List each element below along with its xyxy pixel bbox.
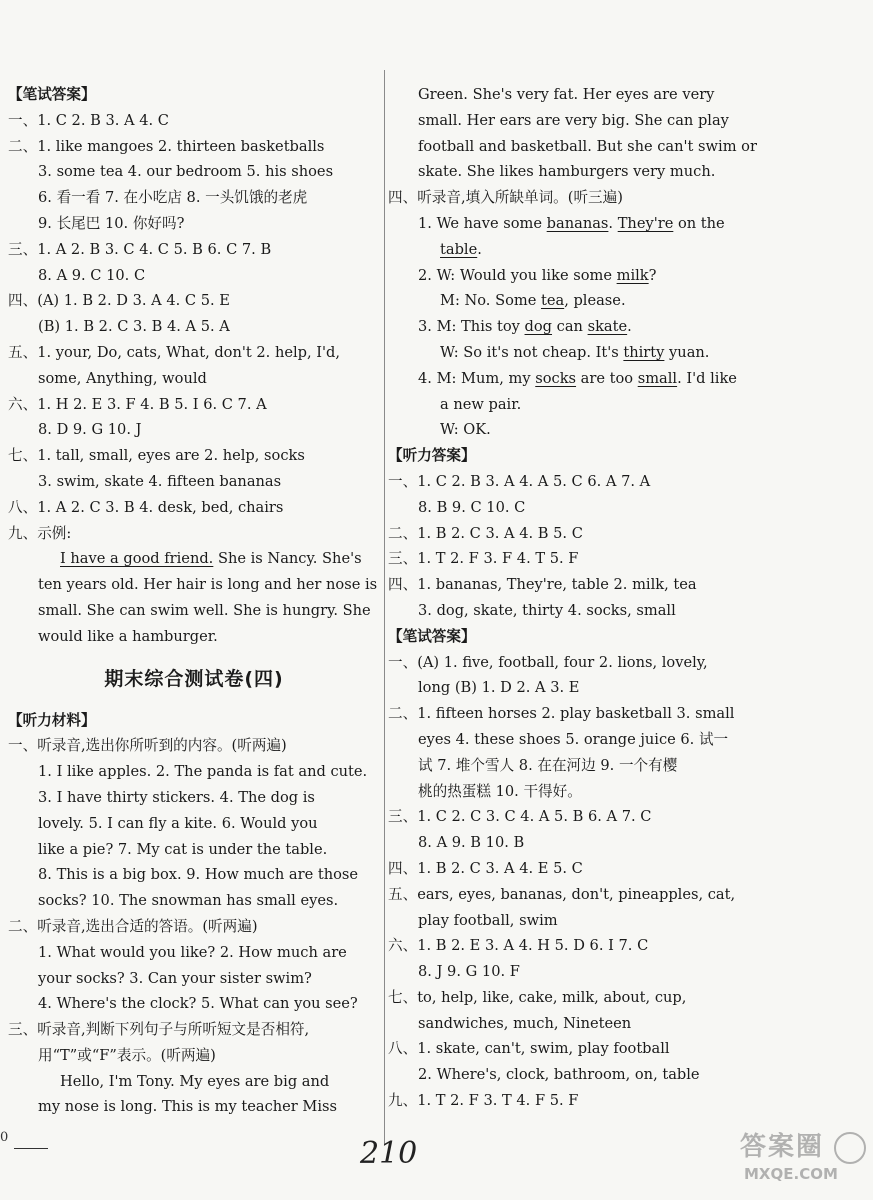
- answer-line: 一、1. C 2. B 3. A 4. A 5. C 6. A 7. A: [388, 472, 651, 490]
- answer-line: would like a hamburger.: [38, 627, 218, 645]
- text-fragment: on the: [673, 214, 725, 232]
- answer-line: 8. This is a big box. 9. How much are those: [38, 866, 359, 884]
- text-fragment: are too: [576, 369, 638, 387]
- text-fragment: , please.: [564, 292, 626, 310]
- answer-line: [388, 263, 766, 289]
- answer-line: 三、1. C 2. C 3. C 4. A 5. B 6. A 7. C: [388, 808, 652, 826]
- answer-line: 2. Where's, clock, bathroom, on, table: [418, 1066, 700, 1084]
- answer-line: W: OK.: [440, 421, 491, 439]
- section-heading: 【听力答案】: [388, 447, 476, 465]
- underlined-answer: dog: [524, 318, 553, 336]
- answer-line: a new pair.: [440, 395, 522, 413]
- underlined-answer: thirty: [623, 343, 665, 361]
- answer-line: [388, 366, 766, 392]
- answer-line: 一、(A) 1. five, football, four 2. lions, lovely,: [388, 653, 708, 671]
- answer-line: 8. A 9. C 10. C: [38, 266, 146, 284]
- text-fragment: She is Nancy. She's: [213, 550, 362, 568]
- answer-line: my nose is long. This is my teacher Miss: [38, 1098, 338, 1116]
- text-fragment: .: [627, 318, 632, 336]
- text-fragment: 2. W: Would you like some: [418, 266, 617, 284]
- answer-line: 二、1. B 2. C 3. A 4. B 5. C: [388, 524, 583, 542]
- underlined-answer: bananas: [546, 214, 609, 232]
- answer-line: 桃的热蛋糕 10. 干得好。: [418, 782, 582, 800]
- page-number: 210: [360, 1136, 418, 1171]
- answer-line: 七、1. tall, small, eyes are 2. help, socks: [8, 447, 305, 465]
- answer-line: 二、1. like mangoes 2. thirteen basketballs: [8, 137, 325, 155]
- text-fragment: yuan.: [664, 343, 710, 361]
- text-fragment: W: So it's not cheap. It's: [440, 343, 624, 361]
- answer-line: [388, 340, 766, 366]
- answer-line: [388, 237, 766, 263]
- answer-line: ten years old. Her hair is long and her nose is: [38, 576, 378, 594]
- underlined-answer: socks: [535, 369, 577, 387]
- answer-line: 8. B 9. C 10. C: [418, 498, 526, 516]
- answer-line: some, Anything, would: [38, 369, 207, 387]
- answer-line: 三、听录音,判断下列句子与所听短文是否相符,: [8, 1021, 310, 1039]
- underlined-answer: tea: [540, 292, 565, 310]
- text-fragment: .: [477, 240, 482, 258]
- answer-line: 试 7. 堆个雪人 8. 在在河边 9. 一个有樱: [418, 756, 678, 774]
- underlined-answer: They're: [617, 214, 674, 232]
- answer-line: 3. dog, skate, thirty 4. socks, small: [418, 601, 676, 619]
- watermark-url: MXQE.COM: [744, 1165, 838, 1183]
- underlined-answer: small: [637, 369, 678, 387]
- answer-line: socks? 10. The snowman has small eyes.: [38, 892, 339, 910]
- answer-line: 3. some tea 4. our bedroom 5. his shoes: [38, 163, 334, 181]
- answer-line: 八、1. skate, can't, swim, play football: [388, 1040, 670, 1058]
- answer-line: 六、1. B 2. E 3. A 4. H 5. D 6. I 7. C: [388, 937, 649, 955]
- text-fragment: M: No. Some: [440, 292, 541, 310]
- answer-line: 四、1. B 2. C 3. A 4. E 5. C: [388, 859, 583, 877]
- section-heading: 【听力材料】: [8, 711, 96, 729]
- answer-line: 4. Where's the clock? 5. What can you see?: [38, 995, 358, 1013]
- answer-line: 3. swim, skate 4. fifteen bananas: [38, 472, 282, 490]
- right-column: [388, 82, 766, 1114]
- answer-line: 三、1. T 2. F 3. F 4. T 5. F: [388, 550, 579, 568]
- answer-line: (B) 1. B 2. C 3. B 4. A 5. A: [38, 318, 230, 336]
- answer-line: 四、1. bananas, They're, table 2. milk, tea: [388, 576, 697, 594]
- answer-line: 3. I have thirty stickers. 4. The dog is: [38, 788, 315, 806]
- answer-line: 七、to, help, like, cake, milk, about, cup,: [388, 988, 687, 1006]
- section-heading: 【笔试答案】: [8, 86, 96, 103]
- underlined-answer: table: [440, 240, 478, 258]
- answer-line: 6. 看一看 7. 在小吃店 8. 一头饥饿的老虎: [38, 189, 308, 207]
- answer-line: like a pie? 7. My cat is under the table.: [38, 840, 328, 858]
- answer-line: play football, swim: [418, 911, 558, 929]
- watermark: [740, 1130, 868, 1196]
- answer-line: 用“T”或“F”表示。(听两遍): [38, 1046, 216, 1064]
- answer-line: 8. D 9. G 10. J: [38, 421, 142, 439]
- answer-line: Hello, I'm Tony. My eyes are big and: [60, 1072, 330, 1090]
- answer-line: skate. She likes hamburgers very much.: [418, 163, 716, 181]
- watermark-text: 答案圈: [740, 1132, 825, 1162]
- answer-line: Green. She's very fat. Her eyes are very: [418, 86, 715, 103]
- answer-line: long (B) 1. D 2. A 3. E: [418, 679, 580, 697]
- underlined-answer: I have a good friend.: [60, 550, 214, 568]
- answer-line: 八、1. A 2. C 3. B 4. desk, bed, chairs: [8, 498, 284, 516]
- answer-line: 九、示例:: [8, 524, 72, 542]
- answer-line: 1. What would you like? 2. How much are: [38, 943, 347, 961]
- answer-line: 二、听录音,选出合适的答语。(听两遍): [8, 917, 258, 935]
- answer-line: sandwiches, much, Nineteen: [418, 1014, 632, 1032]
- text-fragment: 1. We have some: [418, 214, 547, 232]
- answer-line: [388, 314, 766, 340]
- section-heading: 【笔试答案】: [388, 627, 476, 645]
- answer-line: lovely. 5. I can fly a kite. 6. Would you: [38, 814, 318, 832]
- underlined-answer: milk: [616, 266, 649, 284]
- text-fragment: can: [552, 318, 588, 336]
- answer-line: 二、1. fifteen horses 2. play basketball 3. small: [388, 705, 735, 723]
- page-fragment: 0: [0, 1130, 9, 1145]
- answer-line: small. Her ears are very big. She can play: [418, 111, 729, 129]
- answer-line: 9. 长尾巴 10. 你好吗?: [38, 214, 185, 232]
- footer-rule: [14, 1148, 48, 1149]
- text-fragment: 4. M: Mum, my: [418, 369, 536, 387]
- answer-line: football and basketball. But she can't swim or: [418, 137, 757, 155]
- answer-line: 六、1. H 2. E 3. F 4. B 5. I 6. C 7. A: [8, 395, 267, 413]
- answer-line: 四、听录音,填入所缺单词。(听三遍): [388, 189, 623, 207]
- section-title: 期末综合测试卷(四): [104, 667, 284, 690]
- answer-line: 1. I like apples. 2. The panda is fat and cute.: [38, 763, 368, 781]
- answer-line: 8. J 9. G 10. F: [418, 963, 520, 981]
- answer-line: [388, 288, 766, 314]
- underlined-answer: skate: [587, 318, 628, 336]
- column-divider: [384, 70, 385, 1145]
- answer-line: small. She can swim well. She is hungry. She: [38, 601, 371, 619]
- answer-line: [8, 546, 380, 572]
- answer-line: your socks? 3. Can your sister swim?: [38, 969, 312, 987]
- watermark-logo-icon: [834, 1132, 866, 1164]
- text-fragment: .: [608, 214, 618, 232]
- answer-line: 五、ears, eyes, bananas, don't, pineapples, cat,: [388, 885, 736, 903]
- answer-line: 一、听录音,选出你所听到的内容。(听两遍): [8, 737, 287, 755]
- answer-line: 一、1. C 2. B 3. A 4. C: [8, 111, 169, 129]
- answer-line: 8. A 9. B 10. B: [418, 834, 525, 852]
- text-fragment: ?: [648, 266, 657, 284]
- answer-line: 四、(A) 1. B 2. D 3. A 4. C 5. E: [8, 292, 230, 310]
- answer-line: 九、1. T 2. F 3. T 4. F 5. F: [388, 1092, 579, 1110]
- text-fragment: 3. M: This toy: [418, 318, 525, 336]
- text-fragment: . I'd like: [677, 369, 737, 387]
- answer-line: eyes 4. these shoes 5. orange juice 6. 试一: [418, 730, 729, 748]
- answer-line: 五、1. your, Do, cats, What, don't 2. help, I'd,: [8, 343, 341, 361]
- answer-line: [388, 211, 766, 237]
- answer-line: 三、1. A 2. B 3. C 4. C 5. B 6. C 7. B: [8, 240, 272, 258]
- left-column: [8, 82, 380, 1120]
